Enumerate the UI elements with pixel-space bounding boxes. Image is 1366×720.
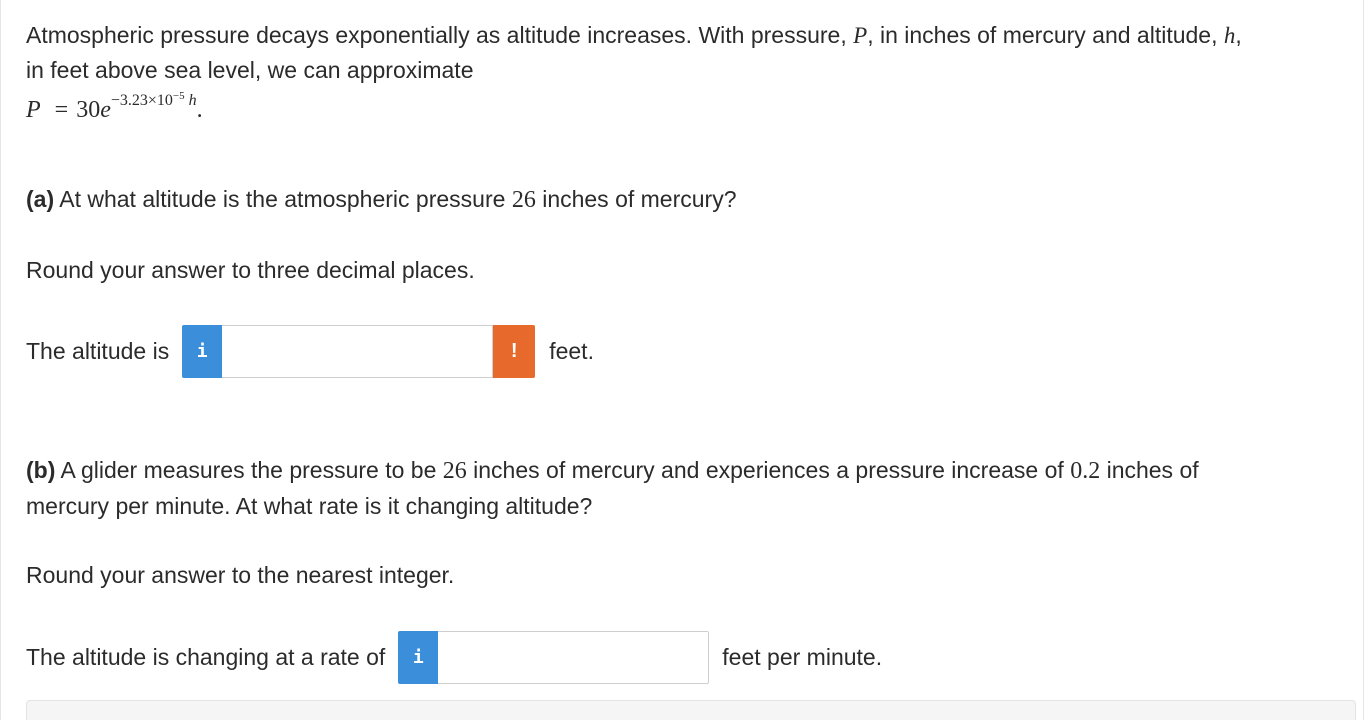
variable-p: P <box>853 23 868 48</box>
info-icon[interactable]: i <box>398 631 438 684</box>
part-b-question-line-1: (b) A glider measures the pressure to be 26 inches of mercury and experiences a pressure increase of 0.2 inches of <box>26 457 1199 484</box>
part-b-answer-prefix: The altitude is changing at a rate of <box>26 644 386 670</box>
part-a-answer-suffix: feet. <box>549 338 594 364</box>
part-b-question-line-2: mercury per minute. At what rate is it changing altitude? <box>26 493 593 519</box>
part-b-question <box>26 453 1346 524</box>
variable-h: h <box>1223 23 1236 48</box>
intro-text <box>26 18 1346 88</box>
part-b-answer-row <box>26 631 882 684</box>
part-a-answer-prefix: The altitude is <box>26 338 170 364</box>
formula-exponent: −3.23×10−5 h <box>110 90 197 109</box>
part-b-answer-suffix: feet per minute. <box>722 644 883 670</box>
part-a-question: (a) At what altitude is the atmospheric pressure 26 inches of mercury? <box>26 186 737 213</box>
part-a-answer-row <box>26 325 594 378</box>
intro-line-2: in feet above sea level, we can approximate <box>26 57 474 83</box>
warning-icon[interactable]: ! <box>493 325 535 378</box>
part-a-rounding: Round your answer to three decimal places. <box>26 257 475 283</box>
part-b-rounding: Round your answer to the nearest integer. <box>26 562 455 588</box>
rate-answer-input[interactable] <box>438 631 709 684</box>
info-icon[interactable]: i <box>182 325 222 378</box>
intro-line-1: Atmospheric pressure decays exponentially as altitude increases. With pressure, P, in inches of mercury and altitude, h, <box>26 22 1242 48</box>
pressure-formula: $P = 30e^{-3.23\times 10^{-5} h}$. <box>26 90 203 123</box>
bottom-panel <box>26 700 1356 720</box>
altitude-answer-input[interactable] <box>222 325 493 378</box>
